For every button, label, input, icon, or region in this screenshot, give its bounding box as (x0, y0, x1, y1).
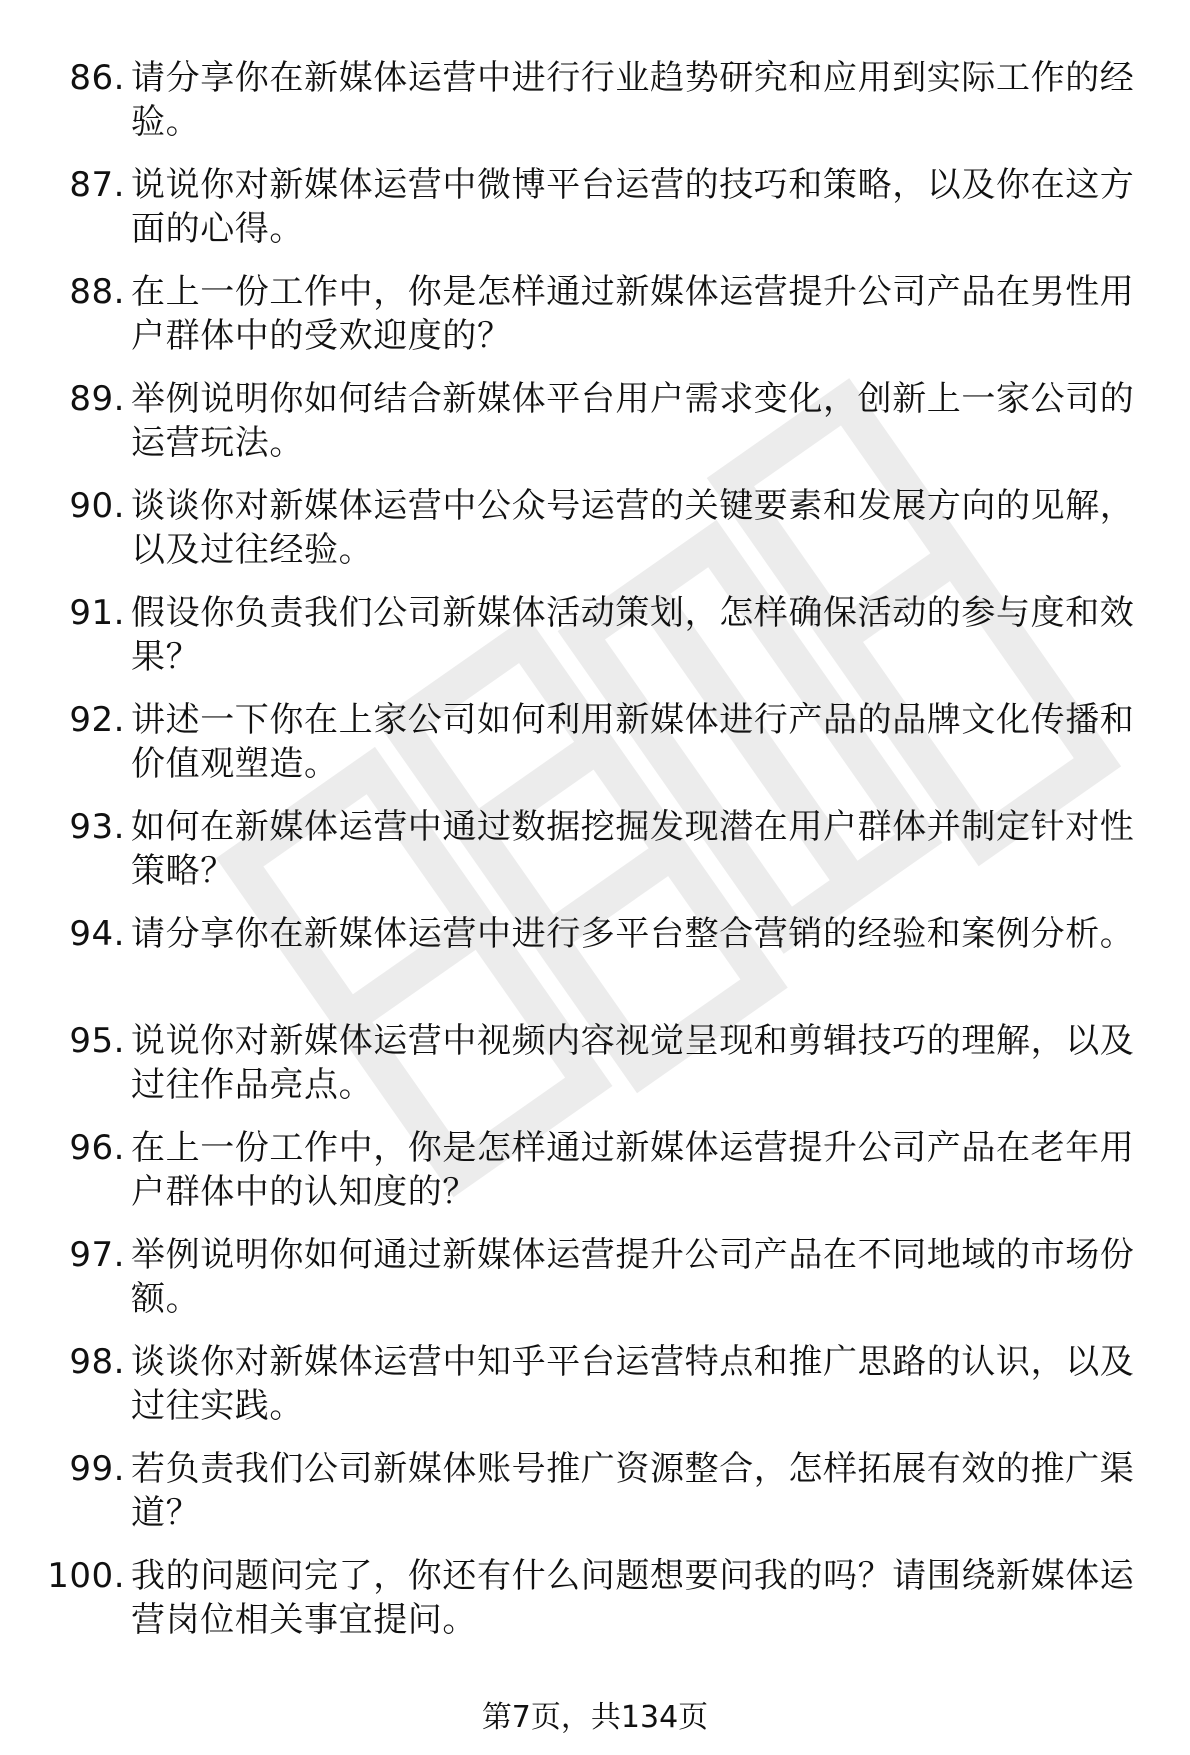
question-item (0, 1233, 1190, 1340)
question-number: 96. (69, 1128, 125, 1168)
question-text: 举例说明你如何结合新媒体平台用户需求变化，创新上一家公司的运营玩法。 (131, 379, 1135, 463)
question-number: 91. (69, 593, 125, 633)
question-number: 93. (69, 807, 125, 847)
question-text: 举例说明你如何通过新媒体运营提升公司产品在不同地域的市场份额。 (131, 1235, 1135, 1319)
question-number: 100. (47, 1556, 125, 1596)
question-item (0, 56, 1190, 163)
question-text: 在上一份工作中，你是怎样通过新媒体运营提升公司产品在老年用户群体中的认知度的？ (131, 1128, 1135, 1212)
question-text: 在上一份工作中，你是怎样通过新媒体运营提升公司产品在男性用户群体中的受欢迎度的？ (131, 272, 1135, 356)
question-item (0, 270, 1190, 377)
question-item (0, 912, 1190, 1019)
question-number: 88. (69, 272, 125, 312)
question-number: 99. (69, 1449, 125, 1489)
page-number: 第7页，共134页 (481, 1700, 709, 1735)
question-item (0, 1554, 1190, 1661)
question-number: 87. (69, 165, 125, 205)
question-text: 请分享你在新媒体运营中进行行业趋势研究和应用到实际工作的经验。 (131, 58, 1135, 142)
watermark-text: 职汇简历 (163, 803, 168, 807)
question-text: 说说你对新媒体运营中微博平台运营的技巧和策略，以及你在这方面的心得。 (131, 165, 1135, 249)
question-item (0, 805, 1190, 912)
question-text: 谈谈你对新媒体运营中知乎平台运营特点和推广思路的认识，以及过往实践。 (131, 1342, 1135, 1426)
question-text: 若负责我们公司新媒体账号推广资源整合，怎样拓展有效的推广渠道？ (131, 1449, 1135, 1533)
question-number: 86. (69, 58, 125, 98)
question-item (0, 591, 1190, 698)
question-list (0, 56, 1190, 1661)
question-number: 90. (69, 486, 125, 526)
question-item (0, 698, 1190, 805)
question-text: 讲述一下你在上家公司如何利用新媒体进行产品的品牌文化传播和价值观塑造。 (131, 700, 1135, 784)
question-number: 89. (69, 379, 125, 419)
question-item (0, 484, 1190, 591)
question-number: 92. (69, 700, 125, 740)
question-text: 请分享你在新媒体运营中进行多平台整合营销的经验和案例分析。 (131, 914, 1135, 954)
question-text: 说说你对新媒体运营中视频内容视觉呈现和剪辑技巧的理解，以及过往作品亮点。 (131, 1021, 1135, 1105)
question-text: 我的问题问完了，你还有什么问题想要问我的吗？请围绕新媒体运营岗位相关事宜提问。 (131, 1556, 1135, 1640)
question-text: 如何在新媒体运营中通过数据挖掘发现潜在用户群体并制定针对性策略？ (131, 807, 1135, 891)
question-number: 98. (69, 1342, 125, 1382)
question-item (0, 163, 1190, 270)
question-item (0, 377, 1190, 484)
question-item (0, 1447, 1190, 1554)
question-item (0, 1340, 1190, 1447)
question-number: 95. (69, 1021, 125, 1061)
question-number: 97. (69, 1235, 125, 1275)
question-text: 假设你负责我们公司新媒体活动策划，怎样确保活动的参与度和效果？ (131, 593, 1135, 677)
question-item (0, 1126, 1190, 1233)
question-text: 谈谈你对新媒体运营中公众号运营的关键要素和发展方向的见解，以及过往经验。 (131, 486, 1135, 570)
question-item (0, 1019, 1190, 1126)
question-number: 94. (69, 914, 125, 954)
